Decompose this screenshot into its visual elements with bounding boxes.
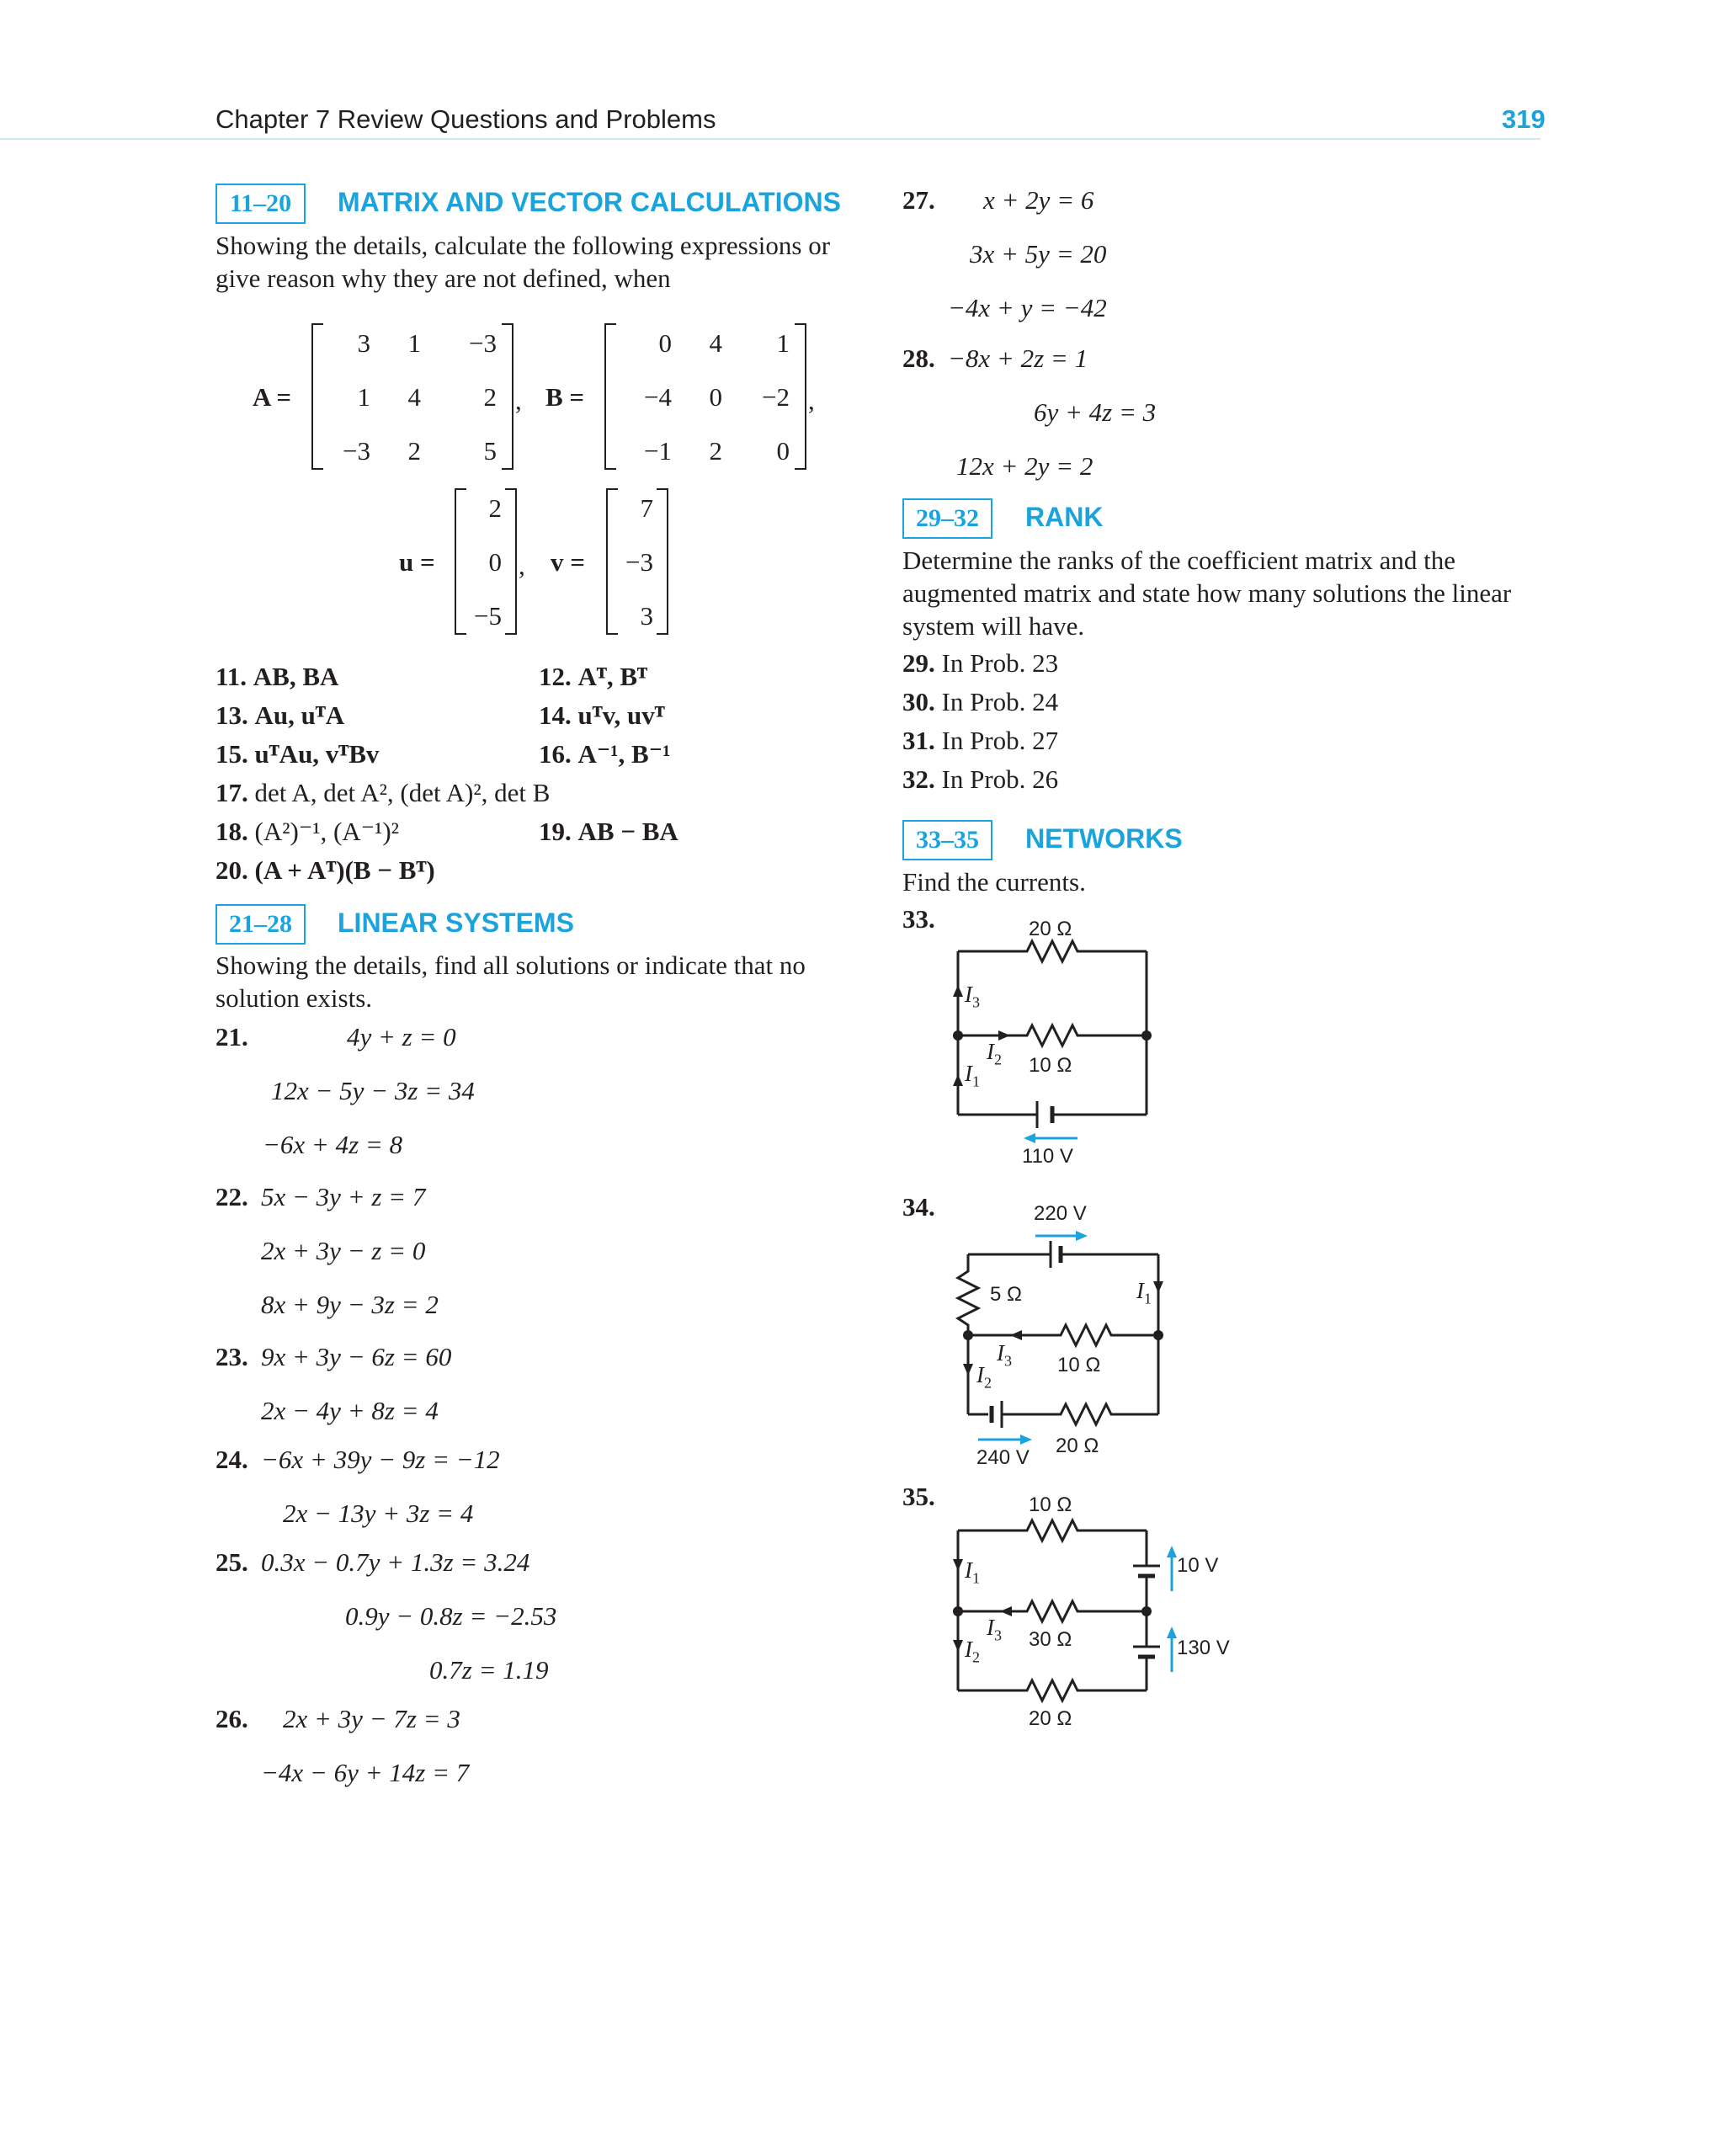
- equation-line: 3x + 5y = 20: [970, 239, 1107, 269]
- matrix-b-cell: 1: [776, 328, 790, 358]
- resistor-label: 10 Ω: [1057, 1354, 1101, 1376]
- problem-text: AB − BA: [577, 817, 678, 846]
- problem-number: 11.: [216, 662, 247, 691]
- current-label: [965, 1061, 980, 1090]
- matrix-b: [604, 323, 806, 470]
- problem-text: (A + Aᵀ)(B − Bᵀ): [254, 855, 435, 885]
- problem-number: 31.: [902, 726, 935, 755]
- network-35-circuit: [943, 1507, 1212, 1709]
- equation-line: −8x + 2z = 1: [948, 343, 1088, 373]
- matrix-b-cell: 0: [658, 328, 672, 358]
- current-symbol: I: [965, 1557, 972, 1583]
- problem-12: [539, 662, 647, 692]
- resistor-label: 20 Ω: [1029, 918, 1072, 940]
- problem-20: [216, 855, 435, 886]
- vector-v-cell: 3: [640, 601, 653, 631]
- section-intro-line2: solution exists.: [216, 983, 373, 1013]
- problem-15: [216, 739, 379, 769]
- problem-11: [216, 662, 338, 692]
- vector-v: [606, 488, 668, 635]
- problem-29: [902, 648, 1058, 679]
- problem-text: In Prob. 24: [941, 687, 1059, 716]
- current-label: [987, 1615, 1002, 1644]
- current-label: [965, 982, 980, 1011]
- current-symbol: I: [987, 1039, 994, 1064]
- matrix-a-cell: −3: [469, 328, 497, 358]
- problem-number: 20.: [216, 855, 248, 885]
- matrix-b-cell: −4: [644, 382, 672, 412]
- problem-text: (A²)⁻¹, (A⁻¹)²: [254, 817, 399, 846]
- equation-line: −4x − 6y + 14z = 7: [261, 1758, 470, 1787]
- current-subscript: 2: [972, 1648, 980, 1666]
- current-symbol: I: [965, 1637, 972, 1662]
- vector-u-cell: 0: [488, 547, 502, 577]
- problem-number: 24.: [216, 1445, 248, 1474]
- problem-number: 22.: [216, 1182, 248, 1211]
- current-subscript: 1: [972, 1073, 980, 1090]
- problem-number: 34.: [902, 1192, 935, 1222]
- current-subscript: 2: [994, 1051, 1002, 1068]
- comma: ,: [808, 386, 815, 415]
- matrix-a-cell: 2: [483, 382, 497, 412]
- current-symbol: I: [965, 982, 972, 1007]
- vector-u: [455, 488, 517, 635]
- section-range-29-32: 29–32: [902, 498, 992, 539]
- matrix-a-cell: 5: [483, 436, 497, 466]
- current-subscript: 3: [972, 993, 980, 1011]
- matrix-b-cell: −2: [762, 382, 790, 412]
- problem-text: Au, uᵀA: [254, 700, 345, 730]
- problem-number: 17.: [216, 778, 248, 807]
- section-title-linear: LINEAR SYSTEMS: [338, 908, 574, 938]
- vector-u-cell: 2: [488, 493, 502, 523]
- problem-18: [216, 817, 399, 847]
- problem-number: 13.: [216, 700, 248, 730]
- problem-text: In Prob. 26: [941, 764, 1059, 794]
- matrix-b-cell: 2: [709, 436, 722, 466]
- section-title-rank: RANK: [1025, 502, 1104, 532]
- current-label: [997, 1340, 1012, 1370]
- problem-30: [902, 687, 1058, 717]
- problem-17: [216, 778, 550, 808]
- current-subscript: 3: [1004, 1352, 1012, 1370]
- comma: ,: [515, 386, 522, 415]
- current-label: [1136, 1278, 1152, 1307]
- section-intro-line2: augmented matrix and state how many solutions the linear: [902, 578, 1512, 608]
- matrix-a-label: A =: [253, 382, 292, 412]
- section-intro-line3: system will have.: [902, 611, 1085, 641]
- problem-text: Aᵀ, Bᵀ: [577, 662, 647, 691]
- problem-19: [539, 817, 678, 847]
- current-symbol: I: [976, 1362, 984, 1387]
- problem-number: 19.: [539, 817, 572, 846]
- equation-line: 2x − 4y + 8z = 4: [261, 1396, 439, 1425]
- current-subscript: 1: [972, 1569, 980, 1587]
- problem-number: 16.: [539, 739, 572, 769]
- section-range-33-35: 33–35: [902, 820, 992, 860]
- current-symbol: I: [1136, 1278, 1144, 1303]
- resistor-label: 30 Ω: [1029, 1628, 1072, 1651]
- matrix-a: [311, 323, 513, 470]
- resistor-label: 10 Ω: [1029, 1054, 1072, 1077]
- section-title-networks: NETWORKS: [1025, 823, 1183, 854]
- current-label: [965, 1557, 980, 1587]
- resistor-label: 20 Ω: [1056, 1435, 1099, 1457]
- equation-line: x + 2y = 6: [983, 185, 1094, 215]
- problem-13: [216, 700, 344, 731]
- problem-number: 33.: [902, 904, 935, 934]
- equation-line: 6y + 4z = 3: [1034, 397, 1157, 427]
- matrix-a-cell: 1: [357, 382, 370, 412]
- current-label: [976, 1362, 992, 1392]
- equation-line: 12x − 5y − 3z = 34: [271, 1076, 475, 1105]
- section-intro-line1: Showing the details, calculate the following expressions or: [216, 231, 831, 260]
- matrix-a-cell: 2: [407, 436, 421, 466]
- current-symbol: I: [987, 1615, 994, 1640]
- matrix-b-label: B =: [545, 382, 585, 412]
- current-label: [987, 1039, 1002, 1068]
- resistor-label: 5 Ω: [990, 1283, 1022, 1306]
- problem-number: 27.: [902, 185, 935, 215]
- matrix-b-cell: 4: [709, 328, 722, 358]
- vector-v-label: v =: [551, 547, 585, 577]
- problem-number: 25.: [216, 1547, 248, 1577]
- vector-v-cell: 7: [640, 493, 653, 523]
- matrix-a-cell: 1: [407, 328, 421, 358]
- section-title-matrix: MATRIX AND VECTOR CALCULATIONS: [338, 187, 841, 217]
- problem-number: 15.: [216, 739, 248, 769]
- equation-line: 0.9y − 0.8z = −2.53: [345, 1601, 557, 1631]
- section-intro-line1: Determine the ranks of the coefficient matrix and the: [902, 546, 1456, 575]
- matrix-b-cell: 0: [709, 382, 722, 412]
- problem-number: 12.: [539, 662, 572, 691]
- section-range-11-20: 11–20: [216, 184, 306, 224]
- equation-line: −6x + 39y − 9z = −12: [261, 1445, 500, 1474]
- problem-number: 29.: [902, 648, 935, 678]
- problem-number: 28.: [902, 343, 935, 373]
- voltage-label: 110 V: [1022, 1145, 1073, 1168]
- voltage-label: 240 V: [976, 1446, 1030, 1469]
- section-intro-line1: Showing the details, find all solutions or indicate that no: [216, 950, 806, 980]
- equation-line: 0.7z = 1.19: [429, 1655, 549, 1685]
- equation-line: 2x + 3y − 7z = 3: [283, 1704, 460, 1733]
- resistor-label: 10 Ω: [1029, 1493, 1072, 1516]
- header-rule: [0, 138, 1540, 140]
- problem-32: [902, 764, 1058, 795]
- problem-number: 26.: [216, 1704, 248, 1733]
- problem-number: 30.: [902, 687, 935, 716]
- matrix-b-cell: 0: [776, 436, 790, 466]
- matrix-a-cell: 3: [357, 328, 370, 358]
- problem-text: AB, BA: [253, 662, 339, 691]
- problem-number: 23.: [216, 1342, 248, 1371]
- matrix-a-cell: 4: [407, 382, 421, 412]
- current-symbol: I: [997, 1340, 1004, 1365]
- equation-line: 2x − 13y + 3z = 4: [283, 1499, 474, 1528]
- current-subscript: 2: [984, 1374, 992, 1392]
- section-range-21-28: 21–28: [216, 904, 306, 945]
- equation-line: 12x + 2y = 2: [956, 451, 1093, 481]
- matrix-b-cell: −1: [644, 436, 672, 466]
- equation-line: −4x + y = −42: [948, 293, 1107, 322]
- vector-v-cell: −3: [625, 547, 653, 577]
- problem-text: In Prob. 23: [941, 648, 1059, 678]
- problem-text: A⁻¹, B⁻¹: [577, 739, 671, 769]
- vector-u-cell: −5: [474, 601, 502, 631]
- problem-31: [902, 726, 1058, 756]
- problem-number: 18.: [216, 817, 248, 846]
- problem-text: uᵀAu, vᵀBv: [254, 739, 380, 769]
- voltage-label: 130 V: [1177, 1637, 1230, 1659]
- problem-number: 35.: [902, 1482, 935, 1511]
- equation-line: 4y + z = 0: [347, 1022, 456, 1051]
- problem-number: 14.: [539, 700, 572, 730]
- equation-line: 0.3x − 0.7y + 1.3z = 3.24: [261, 1547, 530, 1577]
- current-label: [965, 1637, 980, 1666]
- problem-14: [539, 700, 665, 731]
- matrix-a-cell: −3: [343, 436, 370, 466]
- comma: ,: [519, 551, 525, 580]
- voltage-label: 220 V: [1034, 1202, 1087, 1225]
- page-number: 319: [1502, 104, 1546, 134]
- equation-line: 2x + 3y − z = 0: [261, 1236, 426, 1265]
- problem-number: 21.: [216, 1022, 248, 1051]
- section-intro: Find the currents.: [902, 867, 1086, 897]
- current-subscript: 1: [1144, 1290, 1152, 1307]
- running-header: Chapter 7 Review Questions and Problems: [216, 104, 716, 134]
- voltage-label: 10 V: [1177, 1554, 1219, 1577]
- equation-line: 5x − 3y + z = 7: [261, 1182, 426, 1211]
- problem-16: [539, 739, 670, 769]
- current-symbol: I: [965, 1061, 972, 1086]
- current-subscript: 3: [994, 1626, 1002, 1644]
- problem-number: 32.: [902, 764, 935, 794]
- problem-text: In Prob. 27: [941, 726, 1059, 755]
- resistor-label: 20 Ω: [1029, 1707, 1072, 1730]
- problem-text: uᵀv, uvᵀ: [577, 700, 665, 730]
- equation-line: 8x + 9y − 3z = 2: [261, 1290, 439, 1319]
- problem-text: det A, det A², (det A)², det B: [254, 778, 551, 807]
- equation-line: −6x + 4z = 8: [263, 1130, 403, 1159]
- section-intro-line2: give reason why they are not defined, when: [216, 264, 671, 293]
- equation-line: 9x + 3y − 6z = 60: [261, 1342, 452, 1371]
- network-33-circuit: [943, 909, 1179, 1179]
- vector-u-label: u =: [399, 547, 435, 577]
